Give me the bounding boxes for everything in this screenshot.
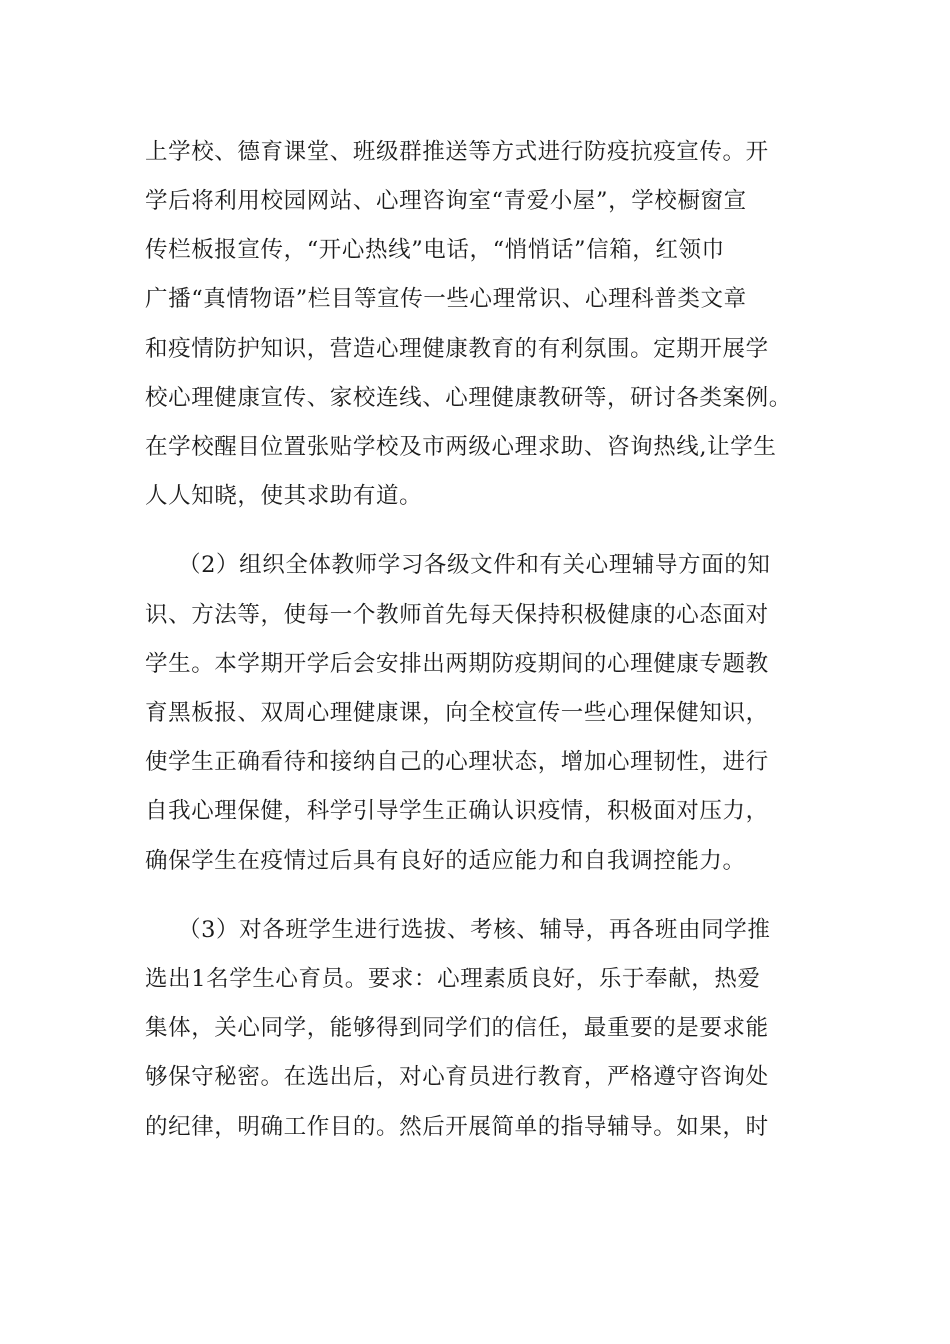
paragraph-3-line-2: 选出1名学生心育员。要求：心理素质良好，乐于奉献，热爱: [145, 966, 761, 992]
paragraph-2-line-3: 学生。本学期开学后会安排出两期防疫期间的心理健康专题教: [145, 651, 769, 677]
paragraph-3-line-4: 够保守秘密。在选出后，对心育员进行教育，严格遵守咨询处: [145, 1064, 769, 1090]
paragraph-2-line-1: （2）组织全体教师学习各级文件和有关心理辅导方面的知: [178, 552, 771, 578]
paragraph-3-line-3: 集体，关心同学，能够得到同学们的信任，最重要的是要求能: [145, 1015, 769, 1041]
paragraph-3-line-1: （3）对各班学生进行选拔、考核、辅导，再各班由同学推: [178, 917, 771, 943]
paragraph-1-line-3: 传栏板报宣传，“开心热线”电话，“悄悄话”信箱，红领巾: [145, 237, 725, 263]
paragraph-1-line-6: 校心理健康宣传、家校连线、心理健康教研等，研讨各类案例。: [145, 385, 792, 411]
paragraph-1-line-2: 学后将利用校园网站、心理咨询室“青爱小屋”，学校橱窗宣: [145, 188, 747, 214]
paragraph-2-line-2: 识、方法等，使每一个教师首先每天保持积极健康的心态面对: [145, 602, 769, 628]
paragraph-2-line-7: 确保学生在疫情过后具有良好的适应能力和自我调控能力。: [145, 848, 746, 874]
paragraph-1-line-5: 和疫情防护知识，营造心理健康教育的有利氛围。定期开展学: [145, 336, 769, 362]
paragraph-2-line-4: 育黑板报、双周心理健康课，向全校宣传一些心理保健知识，: [145, 700, 769, 726]
paragraph-1-line-7: 在学校醒目位置张贴学校及市两级心理求助、咨询热线,让学生: [145, 434, 777, 460]
paragraph-1-line-8: 人人知晓，使其求助有道。: [145, 483, 423, 509]
paragraph-1-line-1: 上学校、德育课堂、班级群推送等方式进行防疫抗疫宣传。开: [145, 139, 769, 165]
paragraph-3-line-5: 的纪律，明确工作目的。然后开展简单的指导辅导。如果，时: [145, 1114, 769, 1140]
paragraph-2-line-5: 使学生正确看待和接纳自己的心理状态，增加心理韧性，进行: [145, 749, 769, 775]
paragraph-2-line-6: 自我心理保健，科学引导学生正确认识疫情，积极面对压力，: [145, 798, 769, 824]
paragraph-1-line-4: 广播“真情物语”栏目等宣传一些心理常识、心理科普类文章: [145, 286, 747, 312]
